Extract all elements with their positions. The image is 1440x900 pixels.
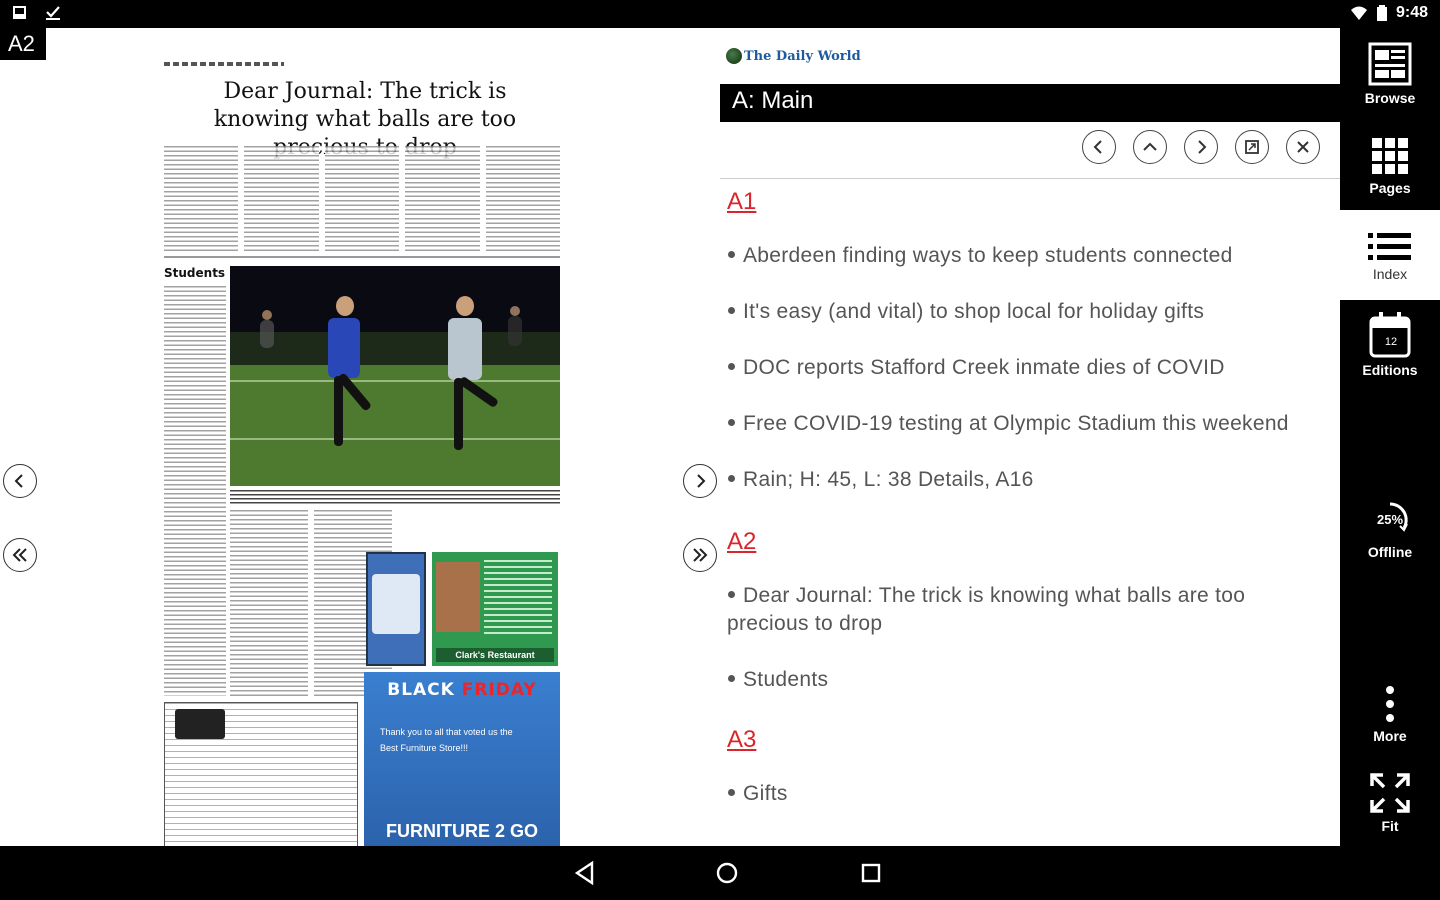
index-item[interactable]: Aberdeen finding ways to keep students connected — [727, 242, 1327, 270]
ad-text: Thank you to all that voted us the Best Furniture Store!!! — [380, 727, 513, 753]
player-figure — [320, 296, 380, 476]
collapse-button[interactable] — [1133, 130, 1167, 164]
player-figure — [440, 296, 500, 476]
sidebar-item-label: Index — [1372, 266, 1408, 282]
sidebar-item-fit[interactable] — [1340, 762, 1440, 852]
clock: 9:48 — [1395, 4, 1428, 21]
wifi-icon — [1350, 5, 1368, 21]
page-kicker — [164, 62, 284, 66]
fit-screen-icon — [1369, 772, 1411, 814]
recents-icon[interactable] — [858, 860, 884, 886]
double-chevron-left-icon — [11, 546, 29, 564]
next-page-button[interactable] — [683, 464, 717, 498]
article-columns[interactable] — [164, 146, 560, 252]
previous-page-button[interactable] — [3, 464, 37, 498]
section-link-a2[interactable]: A2 — [727, 528, 757, 555]
sidebar-item-label: Editions — [1362, 362, 1418, 378]
publication-logo: The Daily World — [726, 48, 861, 64]
calendar-icon — [1369, 312, 1411, 358]
chevron-right-icon — [1192, 138, 1210, 156]
section-heading[interactable]: Students — [164, 266, 226, 280]
article-headline[interactable]: Dear Journal: The trick is knowing what balls are too precious — [213, 79, 517, 160]
status-bar — [0, 0, 1440, 28]
sidebar-item-label: Fit — [1381, 818, 1399, 834]
sidebar-item-label: More — [1373, 728, 1407, 744]
back-icon[interactable] — [572, 860, 598, 886]
divider — [164, 256, 560, 258]
index-item[interactable]: Free COVID-19 testing at Olympic Stadium this weekend — [727, 410, 1327, 438]
newspaper-page[interactable] — [160, 58, 562, 868]
advertisement[interactable] — [364, 672, 560, 866]
last-page-button[interactable] — [683, 538, 717, 572]
system-navigation-bar — [0, 846, 1440, 900]
player-figure — [260, 310, 280, 370]
battery-icon — [1376, 5, 1388, 21]
previous-section-button[interactable] — [1082, 130, 1116, 164]
chevron-left-icon — [11, 472, 29, 490]
grid-icon — [1370, 136, 1410, 176]
section-link-a1[interactable]: A1 — [727, 188, 757, 215]
newspaper-logo — [175, 709, 225, 739]
chevron-left-icon — [1090, 138, 1108, 156]
index-item[interactable]: Rain; H: 45, L: 38 Details, A16 — [727, 466, 1327, 494]
offline-progress: 25% — [1376, 512, 1404, 527]
index-item[interactable]: Dear Journal: The trick is knowing what balls are too precious to drop — [727, 584, 1246, 635]
browse-icon — [1367, 42, 1413, 86]
article-column[interactable] — [164, 286, 226, 696]
sidebar-item-pages[interactable] — [1340, 124, 1440, 214]
close-button[interactable] — [1286, 130, 1320, 164]
download-done-icon — [44, 5, 62, 21]
ad-title-accent: FRIDAY — [461, 680, 537, 700]
close-icon — [1294, 138, 1312, 156]
expand-button[interactable] — [1235, 130, 1269, 164]
double-chevron-right-icon — [691, 546, 709, 564]
masthead-info-box[interactable] — [164, 702, 358, 866]
index-item[interactable]: DOC reports Stafford Creek inmate dies of COVID — [727, 354, 1327, 382]
advertisement[interactable] — [432, 552, 558, 666]
home-icon[interactable] — [714, 860, 740, 886]
calendar-day: 12 — [1384, 336, 1398, 348]
sidebar-item-more[interactable] — [1340, 672, 1440, 762]
sidebar — [1340, 28, 1440, 846]
index-item[interactable]: Students — [727, 666, 1327, 694]
index-controls — [1082, 130, 1320, 164]
ad-title: Clark's Restaurant — [436, 648, 554, 662]
list-icon — [1368, 232, 1412, 262]
notification-icon — [12, 5, 30, 21]
index-list — [727, 188, 1327, 836]
newspaper-viewer[interactable] — [0, 28, 720, 846]
photo-caption — [230, 490, 560, 504]
article-photo[interactable] — [230, 266, 560, 486]
expand-icon — [1243, 138, 1261, 156]
index-item[interactable]: It's easy (and vital) to shop local for holiday gifts — [727, 298, 1327, 326]
index-panel — [720, 28, 1340, 846]
chevron-up-icon — [1141, 138, 1159, 156]
section-title: A: Main — [720, 84, 1340, 122]
first-page-button[interactable] — [3, 538, 37, 572]
player-figure — [508, 306, 528, 366]
divider — [720, 178, 1340, 179]
sidebar-item-offline[interactable] — [1340, 488, 1440, 578]
globe-icon — [726, 48, 742, 64]
more-vertical-icon — [1384, 684, 1396, 724]
sidebar-item-label: Pages — [1369, 180, 1411, 196]
index-item[interactable]: Gifts — [727, 780, 1327, 808]
advertisement[interactable] — [366, 552, 426, 666]
sidebar-item-label: Offline — [1367, 544, 1413, 560]
sidebar-item-label: Browse — [1364, 90, 1416, 106]
sidebar-item-browse[interactable] — [1340, 34, 1440, 124]
page-number-badge: A2 — [0, 28, 46, 60]
sidebar-item-index[interactable] — [1340, 210, 1440, 300]
section-link-a3[interactable]: A3 — [727, 726, 757, 753]
next-section-button[interactable] — [1184, 130, 1218, 164]
ad-store-name: FURNITURE 2 GO — [385, 821, 538, 841]
sidebar-item-editions[interactable] — [1340, 306, 1440, 396]
ad-title: BLACK — [387, 680, 455, 700]
chevron-right-icon — [691, 472, 709, 490]
